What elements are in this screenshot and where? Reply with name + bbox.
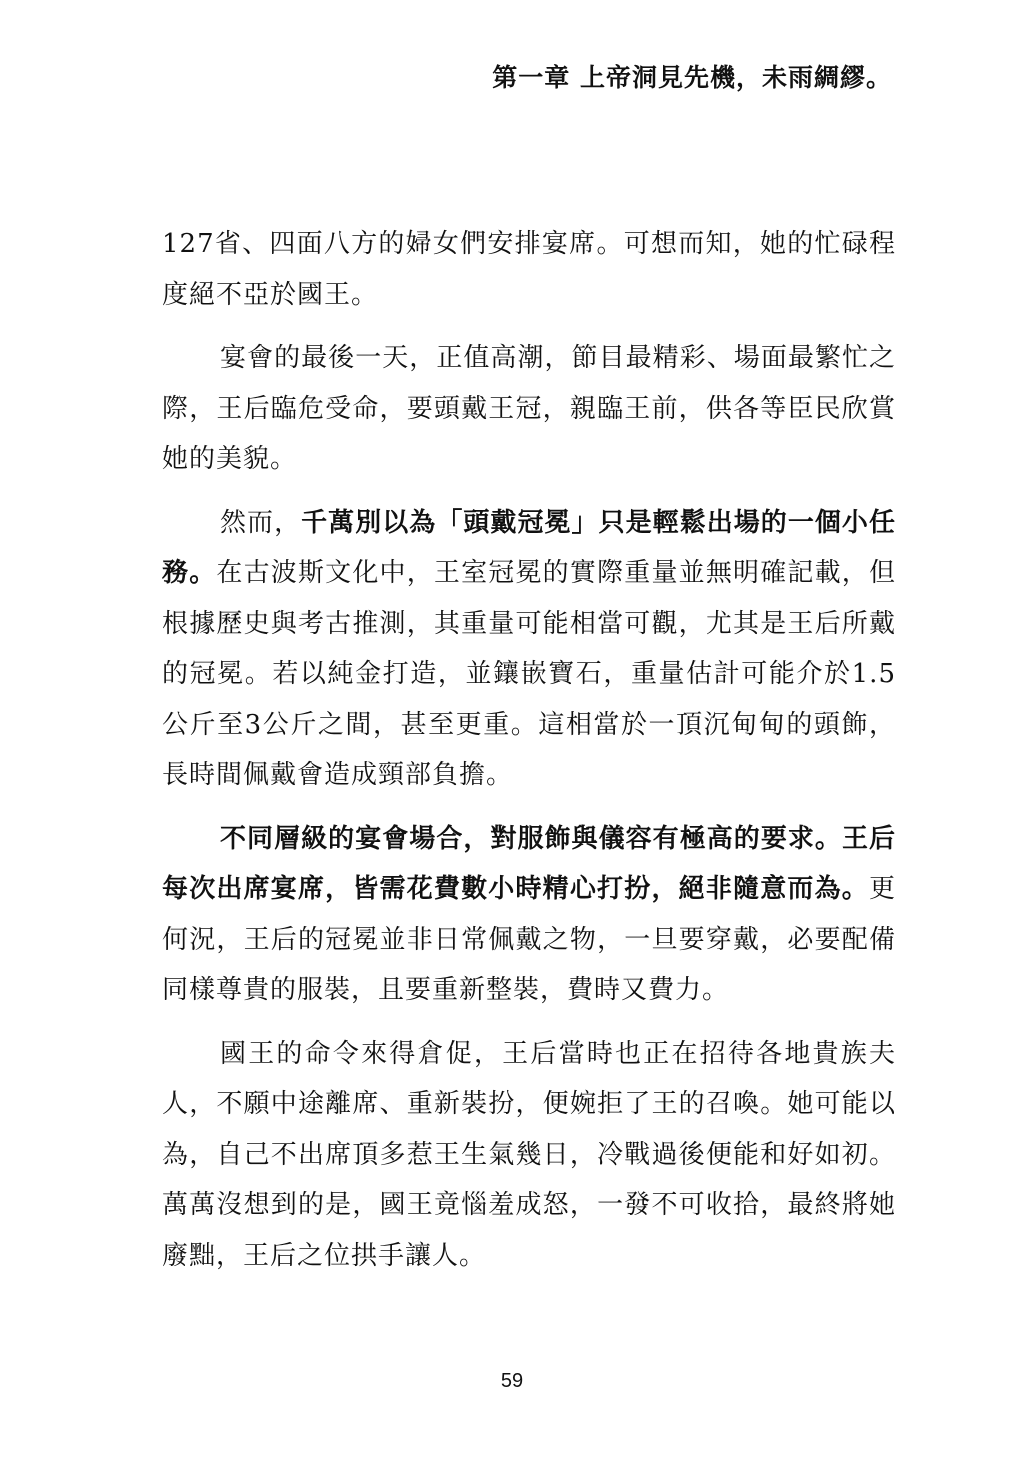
text-run: 宴會的最後一天，正值高潮，節目最精彩、場面最繁忙之際，王后臨危受命，要頭戴王冠，親臨王前，供各等臣民欣賞她的美貌。 bbox=[162, 343, 896, 474]
text-run: 127省、四面八方的婦女們安排宴席。可想而知，她的忙碌程度絕不亞於國王。 bbox=[162, 229, 896, 310]
paragraph-4 bbox=[162, 814, 896, 1016]
text-run: 更何況，王后的冠冕並非日常佩戴之物，一旦要穿戴，必要配備同樣尊貴的服裝，且要重新整裝，費時又費力。 bbox=[162, 874, 896, 1005]
paragraph-5 bbox=[162, 1029, 896, 1282]
paragraph-2 bbox=[162, 333, 896, 485]
text-run: 國王的命令來得倉促，王后當時也正在招待各地貴族夫人，不願中途離席、重新裝扮，便婉拒了王的召喚。她可能以為，自己不出席頂多惹王生氣幾日，冷戰過後便能和好如初。萬萬沒想到的是，國王竟惱羞成怒，一發不可收拾，最終將她廢黜，王后之位拱手讓人。 bbox=[162, 1038, 896, 1271]
bold-text-run: 千萬別以為「頭戴冠冕」只是輕鬆出場的一個小任務。 bbox=[162, 507, 896, 588]
page-number: 59 bbox=[500, 1370, 524, 1392]
bold-text-run: 不同層級的宴會場合，對服飾與儀容有極高的要求。王后每次出席宴席，皆需花費數小時精心打扮，絕非隨意而為。 bbox=[162, 823, 896, 904]
paragraph-3 bbox=[162, 498, 896, 801]
paragraph-1 bbox=[162, 219, 896, 320]
body-text bbox=[162, 219, 896, 1294]
text-run: 在古波斯文化中，王室冠冕的實際重量並無明確記載，但根據歷史與考古推測，其重量可能相當可觀，尤其是王后所戴的冠冕。若以純金打造，並鑲嵌寶石，重量估計可能介於1.5公斤至3公斤之間，甚至更重。這相當於一頂沉甸甸的頭飾，長時間佩戴會造成頸部負擔。 bbox=[162, 558, 896, 790]
running-head: 第一章 上帝洞見先機，未雨綢繆。 bbox=[492, 63, 892, 92]
text-run: 然而， bbox=[220, 507, 302, 538]
